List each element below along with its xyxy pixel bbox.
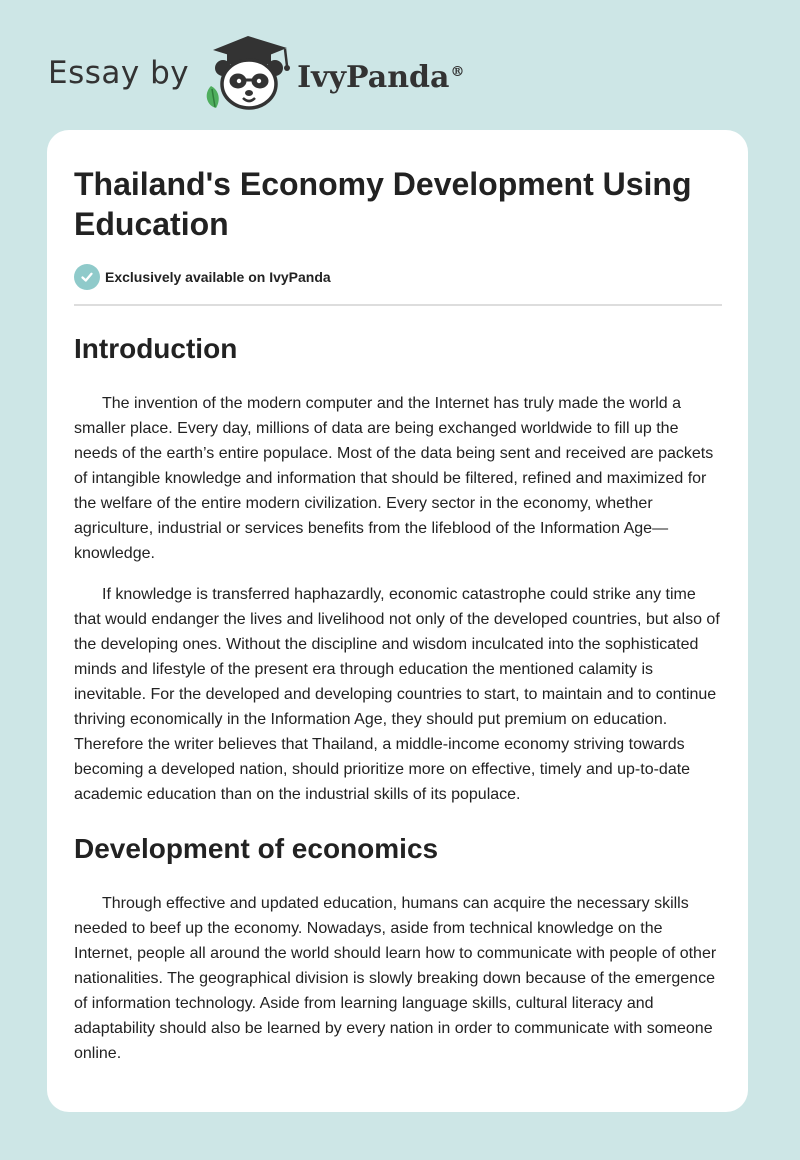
development-paragraph-1: Through effective and updated education, humans can acquire the necessary skills needed to beef up the economy. Nowadays, aside from technical knowledge on the Internet, people all around the world should learn how to communicate with people of other nationalities. The geographical division is slowly breaking down because of the emergence of information technology. Aside from learning language skills, cultural literacy and adaptability should also be learned by every nation in order to communicate with someone online. <box>74 895 717 1062</box>
essay-by-label: Essay by <box>48 55 190 91</box>
check-circle-icon <box>74 264 100 290</box>
exclusive-badge <box>74 264 722 306</box>
exclusive-badge-text: Exclusively available on IvyPanda <box>105 269 331 285</box>
section-heading-introduction: Introduction <box>74 333 238 364</box>
introduction-paragraph-2: If knowledge is transferred haphazardly, economic catastrophe could strike any time that would endanger the lives and livelihood not only of the developed countries, but also of the developing ones. Without the discipline and wisdom inculcated into the sophisticated minds and lifestyle of the present era through education the mentioned calamity is inevitable. For the developed and developing countries to start, to maintain and to continue thriving economically in the Information Age, they should put premium on education. Therefore the writer believes that Thailand, a middle-income economy striving towards becoming a developed nation, should prioritize more on effective, timely and up-to-date academic education than on the industrial skills of its populace. <box>74 586 720 803</box>
introduction-paragraph-1: The invention of the modern computer and the Internet has truly made the world a smaller place. Every day, millions of data are being exchanged worldwide to fill up the needs of the earth’s entire populace. Most of the data being sent and received are packets of intangible knowledge and information that should be filtered, refined and maximized for the welfare of the entire modern civilization. Every sector in the economy, whether agriculture, industrial or services benefits from the lifeblood of the Information Age—knowledge. <box>74 395 714 562</box>
ivypanda-brand-name <box>297 60 464 95</box>
essay-card <box>47 130 748 1112</box>
essay-title: Thailand's Economy Development Using Education <box>74 166 692 242</box>
site-header <box>48 28 464 118</box>
registered-mark: ® <box>450 63 465 80</box>
section-heading-development-of-economics: Development of economics <box>74 833 439 864</box>
ivypanda-panda-logo-icon[interactable] <box>203 34 293 112</box>
brand-text: IvyPanda <box>297 59 450 95</box>
